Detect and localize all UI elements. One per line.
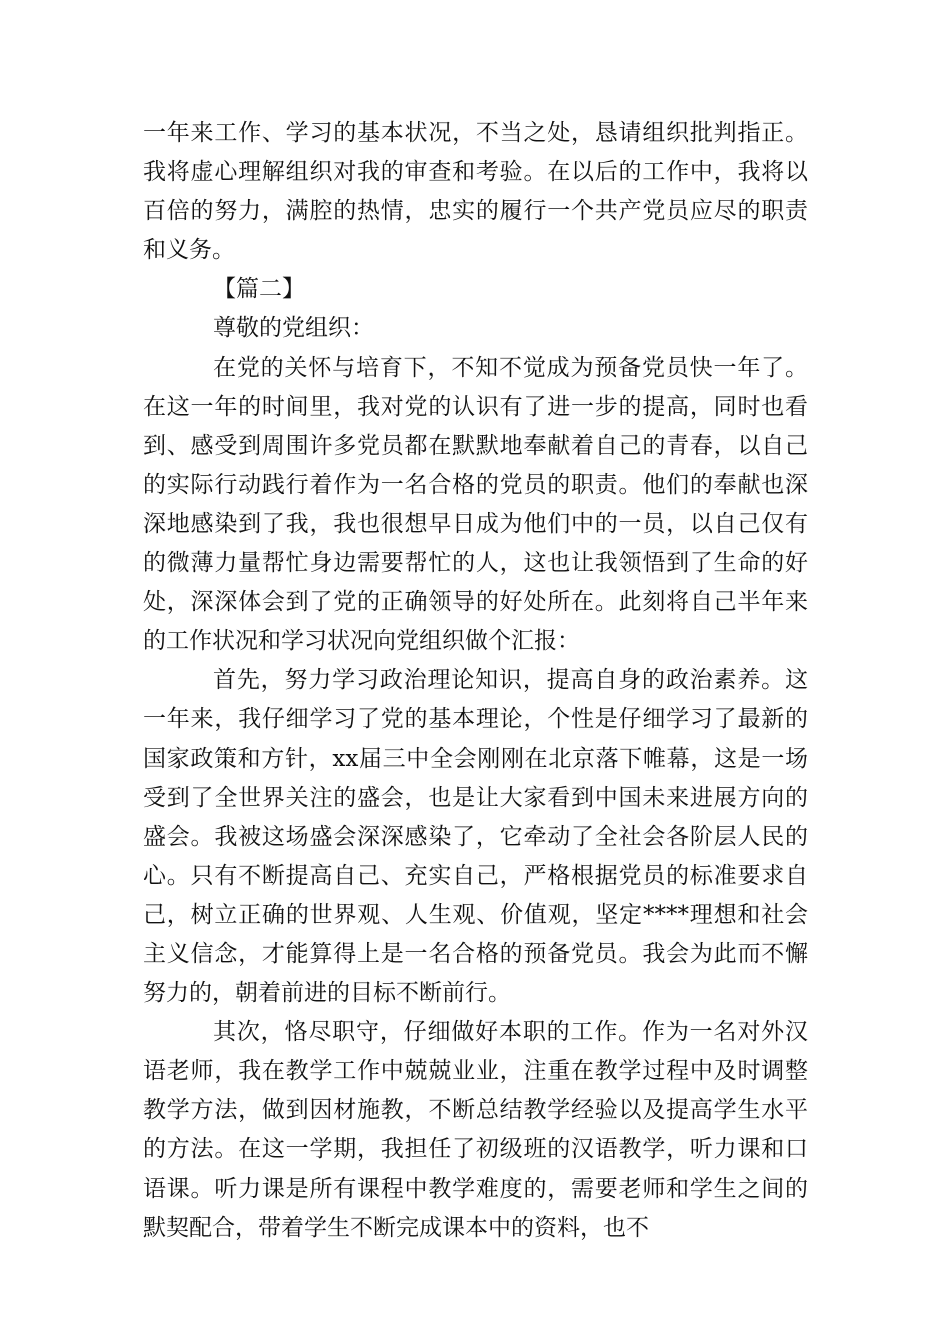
paragraph-continuation: 一年来工作、学习的基本状况，不当之处，恳请组织批判指正。我将虚心理解组织对我的审查和考验。在以后的工作中，我将以百倍的努力，满腔的热情，忠实的履行一个共产党员应尽的职责和义务。 <box>143 120 808 264</box>
paragraph-intro: 在党的关怀与培育下，不知不觉成为预备党员快一年了。在这一年的时间里，我对党的认识有了进一步的提高，同时也看到、感受到周围许多党员都在默默地奉献着自己的青春，以自己的实际行动践行着作为一名合格的党员的职责。他们的奉献也深深地感染到了我，我也很想早日成为他们中的一员，以自己仅有的微薄力量帮忙身边需要帮忙的人，这也让我领悟到了生命的好处，深深体会到了党的正确领导的好处所在。此刻将自己半年来的工作状况和学习状况向党组织做个汇报： <box>143 354 808 655</box>
salutation: 尊敬的党组织： <box>213 315 374 342</box>
document-page <box>143 114 808 1248</box>
paragraph-second: 其次，恪尽职守，仔细做好本职的工作。作为一名对外汉语老师，我在教学工作中兢兢业业，注重在教学过程中及时调整教学方法，做到因材施教，不断总结教学经验以及提高学生水平的方法。在这一学期，我担任了初级班的汉语教学，听力课和口语课。听力课是所有课程中教学难度的，需要老师和学生之间的默契配合，带着学生不断完成课本中的资料，也不 <box>143 1019 808 1241</box>
paragraph-first: 首先，努力学习政治理论知识，提高自身的政治素养。这一年来，我仔细学习了党的基本理论，个性是仔细学习了最新的国家政策和方针，xx届三中全会刚刚在北京落下帷幕，这是一场受到了全世界关注的盛会，也是让大家看到中国未来进展方向的盛会。我被这场盛会深深感染了，它牵动了全社会各阶层人民的心。只有不断提高自己、充实自己，严格根据党员的标准要求自己，树立正确的世界观、人生观、价值观，坚定****理想和社会主义信念，才能算得上是一名合格的预备党员。我会为此而不懈努力的，朝着前进的目标不断前行。 <box>143 667 808 1007</box>
section-heading: 【篇二】 <box>213 276 305 303</box>
